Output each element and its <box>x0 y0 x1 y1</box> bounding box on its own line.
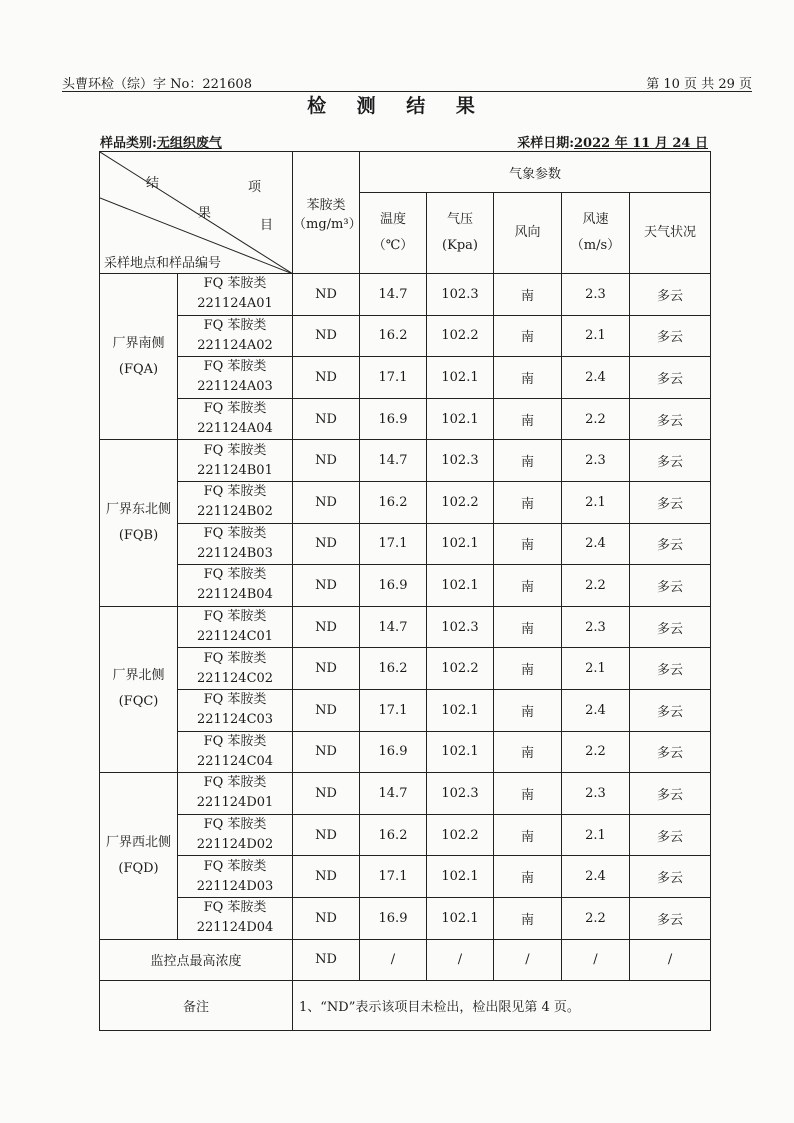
sample-id-cell <box>178 481 293 523</box>
cell-aniline: ND <box>293 814 360 856</box>
cell-temp: 16.9 <box>360 398 427 440</box>
cell-temp: 17.1 <box>360 689 427 731</box>
sample-id-line2: 221124C02 <box>196 670 274 686</box>
cell-aniline: ND <box>293 274 360 316</box>
sample-id-line1: FQ 苯胺类 <box>203 567 267 583</box>
cell-weather: 多云 <box>630 897 711 939</box>
cell-temp: 16.2 <box>360 481 427 523</box>
sample-id-line1: FQ 苯胺类 <box>203 692 267 708</box>
cell-pressure: 102.3 <box>427 440 494 482</box>
page-title: 检 测 结 果 <box>307 95 487 117</box>
table-row <box>100 565 711 607</box>
cell-pressure: 102.3 <box>427 274 494 316</box>
location-cell <box>100 274 178 440</box>
location-cell <box>100 440 178 606</box>
sample-id-line1: FQ 苯胺类 <box>203 900 267 916</box>
sample-id-cell <box>178 648 293 690</box>
cell-aniline: ND <box>293 565 360 607</box>
cell-aniline: ND <box>293 648 360 690</box>
cell-pressure: 102.2 <box>427 648 494 690</box>
cell-temp: 16.9 <box>360 565 427 607</box>
cell-wind-dir: 南 <box>494 856 562 898</box>
cell-wind-dir: 南 <box>494 689 562 731</box>
sample-id-cell <box>178 814 293 856</box>
cell-aniline: ND <box>293 773 360 815</box>
diagonal-header-cell <box>100 152 293 274</box>
cell-pressure: 102.1 <box>427 897 494 939</box>
table-row <box>100 357 711 399</box>
cell-aniline: ND <box>293 897 360 939</box>
cell-wind-speed: 2.2 <box>562 731 630 773</box>
cell-temp: 14.7 <box>360 274 427 316</box>
subheader-name: 风向 <box>514 225 541 240</box>
sample-id-line2: 221124A02 <box>197 337 273 353</box>
sample-id-line2: 221124A03 <box>197 379 273 395</box>
cell-wind-dir: 南 <box>494 814 562 856</box>
cell-aniline: ND <box>293 481 360 523</box>
sample-id-cell <box>178 565 293 607</box>
cell-wind-dir: 南 <box>494 773 562 815</box>
cell-temp: 16.9 <box>360 731 427 773</box>
cell-wind-speed: 2.1 <box>562 315 630 357</box>
cell-weather: 多云 <box>630 648 711 690</box>
cell-pressure: 102.3 <box>427 606 494 648</box>
max-row-label: 监控点最高浓度 <box>100 939 293 980</box>
weather-subheader <box>360 193 427 274</box>
max-cell-wind-dir: / <box>494 939 562 980</box>
cell-wind-speed: 2.1 <box>562 648 630 690</box>
sample-id-line2: 221124C03 <box>196 712 274 728</box>
cell-pressure: 102.1 <box>427 856 494 898</box>
sample-id-cell <box>178 274 293 316</box>
cell-aniline: ND <box>293 315 360 357</box>
cell-weather: 多云 <box>630 440 711 482</box>
cell-wind-speed: 2.4 <box>562 523 630 565</box>
cell-aniline: ND <box>293 856 360 898</box>
cell-wind-speed: 2.3 <box>562 606 630 648</box>
sample-id-line2: 221124B03 <box>197 545 273 561</box>
cell-wind-dir: 南 <box>494 565 562 607</box>
weather-group-header: 气象参数 <box>360 152 711 193</box>
sample-id-line2: 221124A04 <box>197 421 273 437</box>
page-header <box>62 71 752 92</box>
sample-category <box>100 132 222 151</box>
cell-wind-speed: 2.2 <box>562 897 630 939</box>
cell-wind-dir: 南 <box>494 440 562 482</box>
subheader-name: 风速 <box>582 212 609 227</box>
cell-aniline: ND <box>293 440 360 482</box>
diag-label-mu: 目 <box>260 218 274 233</box>
aniline-header-name: 苯胺类 <box>306 197 346 213</box>
sample-id-line1: FQ 苯胺类 <box>203 858 267 874</box>
cell-wind-dir: 南 <box>494 523 562 565</box>
sample-id-line1: FQ 苯胺类 <box>203 609 267 625</box>
cell-wind-speed: 2.1 <box>562 481 630 523</box>
sample-id-cell <box>178 856 293 898</box>
cell-wind-speed: 2.4 <box>562 856 630 898</box>
cell-weather: 多云 <box>630 814 711 856</box>
cell-temp: 16.9 <box>360 897 427 939</box>
cell-pressure: 102.1 <box>427 398 494 440</box>
cell-wind-dir: 南 <box>494 897 562 939</box>
table-row <box>100 773 711 815</box>
remark-label: 备注 <box>100 980 293 1030</box>
cell-weather: 多云 <box>630 523 711 565</box>
sample-id-cell <box>178 897 293 939</box>
sample-id-line1: FQ 苯胺类 <box>203 650 267 666</box>
cell-weather: 多云 <box>630 731 711 773</box>
cell-wind-speed: 2.2 <box>562 398 630 440</box>
table-row <box>100 814 711 856</box>
cell-weather: 多云 <box>630 398 711 440</box>
cell-aniline: ND <box>293 689 360 731</box>
cell-pressure: 102.1 <box>427 731 494 773</box>
remark-row <box>100 980 711 1030</box>
cell-pressure: 102.1 <box>427 565 494 607</box>
table-row <box>100 731 711 773</box>
max-cell-weather: / <box>630 939 711 980</box>
cell-wind-dir: 南 <box>494 274 562 316</box>
cell-temp: 17.1 <box>360 856 427 898</box>
cell-wind-dir: 南 <box>494 731 562 773</box>
cell-wind-speed: 2.1 <box>562 814 630 856</box>
sample-id-line1: FQ 苯胺类 <box>203 817 267 833</box>
table-row <box>100 315 711 357</box>
sampling-date <box>517 132 708 151</box>
sample-id-line1: FQ 苯胺类 <box>203 484 267 500</box>
sample-id-cell <box>178 689 293 731</box>
category-label: 样品类别: <box>100 136 157 151</box>
sample-id-cell <box>178 398 293 440</box>
cell-pressure: 102.3 <box>427 773 494 815</box>
cell-pressure: 102.2 <box>427 315 494 357</box>
location-code: (FQB) <box>118 528 159 544</box>
table-row <box>100 606 711 648</box>
cell-aniline: ND <box>293 357 360 399</box>
cell-temp: 16.2 <box>360 648 427 690</box>
table-row <box>100 856 711 898</box>
cell-wind-speed: 2.3 <box>562 773 630 815</box>
sample-id-line2: 221124B04 <box>197 587 273 603</box>
location-code: (FQC) <box>118 694 159 710</box>
sample-id-line2: 221124D04 <box>196 920 274 936</box>
date-value: 2022 年 11 月 24 日 <box>574 136 708 151</box>
weather-subheader <box>494 193 562 274</box>
cell-weather: 多云 <box>630 481 711 523</box>
cell-wind-speed: 2.4 <box>562 357 630 399</box>
sample-id-line1: FQ 苯胺类 <box>203 525 267 541</box>
location-name: 厂界东北侧 <box>105 502 171 518</box>
diag-label-xiang: 项 <box>248 180 262 195</box>
cell-wind-dir: 南 <box>494 357 562 399</box>
sample-id-cell <box>178 523 293 565</box>
cell-pressure: 102.1 <box>427 689 494 731</box>
cell-wind-dir: 南 <box>494 315 562 357</box>
max-cell-temp: / <box>360 939 427 980</box>
cell-aniline: ND <box>293 398 360 440</box>
sample-id-line2: 221124C01 <box>196 629 274 645</box>
cell-temp: 17.1 <box>360 357 427 399</box>
sample-id-line1: FQ 苯胺类 <box>203 775 267 791</box>
cell-temp: 16.2 <box>360 814 427 856</box>
diag-label-guo: 果 <box>198 206 212 221</box>
sample-id-line2: 221124B02 <box>197 504 273 520</box>
aniline-header <box>293 152 360 274</box>
table-row <box>100 523 711 565</box>
sample-id-line2: 221124C04 <box>196 753 274 769</box>
cell-temp: 14.7 <box>360 606 427 648</box>
table-row <box>100 440 711 482</box>
sample-id-line2: 221124D03 <box>196 878 274 894</box>
sample-id-line1: FQ 苯胺类 <box>203 401 267 417</box>
max-cell-wind-speed: / <box>562 939 630 980</box>
aniline-header-unit: （mg/m³） <box>293 216 362 232</box>
sample-id-line2: 221124D01 <box>196 795 274 811</box>
location-name: 厂界南侧 <box>112 335 165 351</box>
table-row <box>100 398 711 440</box>
weather-subheader <box>562 193 630 274</box>
cell-pressure: 102.2 <box>427 481 494 523</box>
location-name: 厂界北侧 <box>112 668 165 684</box>
cell-temp: 14.7 <box>360 440 427 482</box>
table-row <box>100 648 711 690</box>
cell-aniline: ND <box>293 731 360 773</box>
sample-id-line2: 221124B01 <box>197 462 273 478</box>
table-row <box>100 481 711 523</box>
cell-temp: 14.7 <box>360 773 427 815</box>
cell-wind-speed: 2.2 <box>562 565 630 607</box>
cell-wind-dir: 南 <box>494 606 562 648</box>
weather-subheader <box>427 193 494 274</box>
report-number: 头曹环检（综）字 No：221608 <box>62 77 252 92</box>
page-number: 第 10 页 共 29 页 <box>646 77 752 92</box>
sample-id-line2: 221124D02 <box>196 837 274 853</box>
remark-text: 1、“ND”表示该项目未检出，检出限见第 4 页。 <box>293 980 711 1030</box>
sample-id-line2: 221124A01 <box>197 296 273 312</box>
weather-subheader <box>630 193 711 274</box>
cell-weather: 多云 <box>630 274 711 316</box>
location-name: 厂界西北侧 <box>105 834 171 850</box>
category-value: 无组织废气 <box>156 136 222 151</box>
table-row <box>100 897 711 939</box>
subheader-unit: (Kpa) <box>442 238 478 253</box>
location-code: (FQD) <box>118 860 159 876</box>
subheader-name: 气压 <box>446 212 473 227</box>
subheader-name: 温度 <box>379 212 406 227</box>
table-row <box>100 274 711 316</box>
cell-temp: 17.1 <box>360 523 427 565</box>
sample-id-line1: FQ 苯胺类 <box>203 359 267 375</box>
cell-wind-dir: 南 <box>494 648 562 690</box>
date-label: 采样日期: <box>517 136 574 151</box>
cell-aniline: ND <box>293 523 360 565</box>
location-cell <box>100 773 178 939</box>
cell-wind-speed: 2.3 <box>562 440 630 482</box>
cell-wind-speed: 2.3 <box>562 274 630 316</box>
cell-weather: 多云 <box>630 357 711 399</box>
cell-wind-dir: 南 <box>494 481 562 523</box>
location-code: (FQA) <box>118 361 159 377</box>
cell-pressure: 102.1 <box>427 523 494 565</box>
subheader-name: 天气状况 <box>644 225 697 240</box>
max-concentration-row <box>100 939 711 980</box>
cell-temp: 16.2 <box>360 315 427 357</box>
sample-id-line1: FQ 苯胺类 <box>203 442 267 458</box>
cell-weather: 多云 <box>630 315 711 357</box>
sample-id-cell <box>178 357 293 399</box>
sample-id-cell <box>178 315 293 357</box>
sample-meta <box>100 132 708 152</box>
cell-weather: 多云 <box>630 856 711 898</box>
sample-id-line1: FQ 苯胺类 <box>203 317 267 333</box>
subheader-unit: （m/s） <box>570 238 621 253</box>
sample-id-cell <box>178 440 293 482</box>
cell-weather: 多云 <box>630 565 711 607</box>
diag-label-bottom: 采样地点和样品编号 <box>104 256 222 271</box>
cell-weather: 多云 <box>630 689 711 731</box>
sample-id-cell <box>178 773 293 815</box>
results-table <box>99 151 711 1031</box>
table-row <box>100 689 711 731</box>
max-cell-aniline: ND <box>293 939 360 980</box>
cell-pressure: 102.1 <box>427 357 494 399</box>
sample-id-cell <box>178 731 293 773</box>
cell-pressure: 102.2 <box>427 814 494 856</box>
cell-aniline: ND <box>293 606 360 648</box>
subheader-unit: （℃） <box>372 238 414 253</box>
max-cell-pressure: / <box>427 939 494 980</box>
sample-id-cell <box>178 606 293 648</box>
cell-wind-dir: 南 <box>494 398 562 440</box>
sample-id-line1: FQ 苯胺类 <box>203 276 267 292</box>
location-cell <box>100 606 178 772</box>
diag-label-jie: 结 <box>146 176 160 191</box>
sample-id-line1: FQ 苯胺类 <box>203 733 267 749</box>
cell-weather: 多云 <box>630 606 711 648</box>
cell-weather: 多云 <box>630 773 711 815</box>
cell-wind-speed: 2.4 <box>562 689 630 731</box>
